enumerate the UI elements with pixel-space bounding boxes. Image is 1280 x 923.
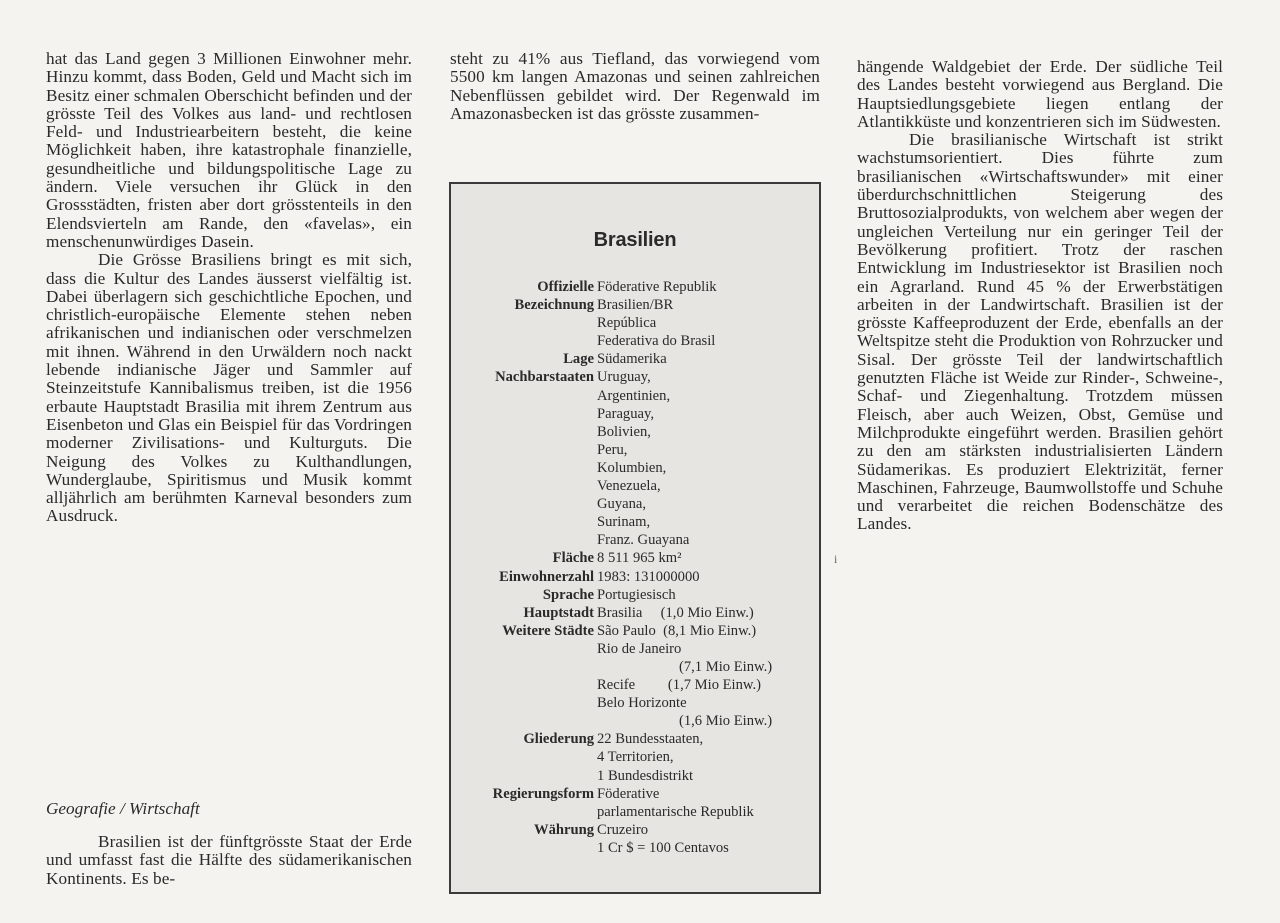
fact-value-line: 1 Bundesdistrikt bbox=[597, 767, 694, 784]
fact-value-line: Argentinien, bbox=[597, 387, 671, 404]
fact-row bbox=[451, 821, 819, 857]
margin-mark: i bbox=[834, 552, 838, 566]
fact-value-line: Brasilien/BR bbox=[597, 297, 674, 314]
fact-row bbox=[451, 568, 819, 586]
fact-values bbox=[597, 730, 819, 784]
fact-value-line: Kolumbien, bbox=[597, 459, 667, 476]
paragraph: Die Grösse Brasiliens bringt es mit sich, dass die Kultur des Landes äusserst vielfältig ist. Dabei überlagern sich geschichtliche Epochen, und christlich-europäische Elemente stehen neben afrikanischen und indianischen oder verschmelzen mit ihnen. Während in den Urwäldern noch nackt lebende indianische Jäger und Sammler auf Steinzeitstufe Kannibalismus treiben, ist die 1956 erbaute Hauptstadt Brasilia mit ihrem Zentrum aus Eisenbeton und Glas ein Beispiel für das Vordringen moderner Zivilisations- und Kulturguts. Die Neigung des Volkes zu Kulthandlungen, Wunderglaube, Spiritismus und Musik kommt alljährlich am berühmten Karneval besonders zum Ausdruck. bbox=[46, 250, 412, 526]
fact-label-line: Gliederung bbox=[523, 731, 594, 748]
fact-values bbox=[597, 785, 819, 821]
paragraph: Die brasilianische Wirtschaft ist strikt wachstumsorientiert. Dies führte zum brasilianischen «Wirtschaftswunder» mit einer überdurchschnittlichen Steigerung des Bruttosozialprodukts, von welchem aber wegen der ungleichen Verteilung nur ein geringer Teil der Bevölkerung profitiert. Trotz der raschen Entwicklung im Industriesektor ist Brasilien noch ein Agrarland. Rund 45 % der Erwerbstätigen arbeiten in der Landwirtschaft. Brasilien ist der grösste Kaffeeproduzent der Erde, ebenfalls an der Weltspitze steht die Produktion von Rohrzucker und Sisal. Der grösste Teil der landwirtschaftlich genutzten Fläche ist Weide zur Rinder-, Schweine-, Schaf- und Ziegenhaltung. Trotzdem müssen Fleisch, aber auch Weizen, Obst, Gemüse und Milchprodukte eingeführt werden. Brasilien gehört zu den am stärksten industrialisierten Ländern Südamerikas. Es produziert Elektrizität, ferner Maschinen, Fahrzeuge, Baumwollstoffe und Schuhe und verarbeitet die reichen Bodenschätze des Landes. bbox=[857, 130, 1223, 534]
fact-values bbox=[597, 586, 819, 604]
fact-values bbox=[597, 622, 819, 731]
fact-row bbox=[451, 278, 819, 350]
fact-values bbox=[597, 368, 819, 549]
fact-values bbox=[597, 568, 819, 586]
fact-row bbox=[451, 586, 819, 604]
fact-row bbox=[451, 730, 819, 784]
right-column bbox=[857, 58, 1223, 534]
fact-value-line: Recife (1,7 Mio Einw.) bbox=[597, 677, 762, 694]
fact-value-line: 4 Territorien, bbox=[597, 749, 674, 766]
fact-label-line: Nachbarstaaten bbox=[495, 369, 594, 386]
fact-label-line: Lage bbox=[563, 351, 594, 368]
fact-value-line: Guyana, bbox=[597, 496, 647, 513]
fact-row bbox=[451, 350, 819, 368]
fact-label-line: Einwohnerzahl bbox=[499, 568, 594, 585]
fact-label-line: Offizielle bbox=[537, 279, 594, 295]
fact-value-line: (7,1 Mio Einw.) bbox=[679, 658, 773, 675]
facts-table bbox=[451, 278, 819, 857]
fact-label bbox=[451, 368, 597, 549]
fact-row bbox=[451, 785, 819, 821]
factbox-title: Brasilien bbox=[593, 229, 677, 251]
fact-value-line: Südamerika bbox=[597, 351, 667, 368]
fact-value-line: Surinam, bbox=[597, 514, 651, 531]
fact-value-line: Bolivien, bbox=[597, 423, 651, 440]
fact-values bbox=[597, 549, 819, 567]
middle-column bbox=[450, 50, 820, 123]
fact-values bbox=[597, 278, 819, 350]
fact-value-line: 8 511 965 km² bbox=[597, 550, 682, 567]
fact-value-line: parlamentarische Republik bbox=[597, 803, 754, 820]
fact-value-line: 22 Bundesstaaten, bbox=[597, 731, 704, 748]
fact-label bbox=[451, 278, 597, 350]
country-factbox bbox=[449, 182, 821, 894]
fact-row bbox=[451, 604, 819, 622]
fact-label bbox=[451, 549, 597, 567]
fact-label-line: Bezeichnung bbox=[514, 297, 594, 314]
fact-label-line: Sprache bbox=[542, 586, 594, 603]
fact-label bbox=[451, 568, 597, 586]
fact-values bbox=[597, 350, 819, 368]
fact-label-line: Weitere Städte bbox=[502, 622, 594, 639]
fact-value-line: República bbox=[597, 315, 657, 332]
fact-values bbox=[597, 821, 819, 857]
fact-label bbox=[451, 785, 597, 821]
fact-value-line: (1,6 Mio Einw.) bbox=[679, 713, 773, 730]
paragraph: hat das Land gegen 3 Millionen Einwohner mehr. Hinzu kommt, dass Boden, Geld und Macht sich im Besitz einer schmalen Oberschicht befinden und der grösste Teil des Volkes aus land- und rechtlosen Feld- und Industriearbeitern besteht, die keine Möglichkeit haben, ihre katastrophale finanzielle, gesundheitliche und bildungspolitische Lage zu ändern. Viele versuchen ihr Glück in den Grossstädten, fristen aber dort grösstenteils in den Elendsvierteln am Rande, den «favelas», ein menschenunwürdiges Dasein. bbox=[46, 49, 412, 251]
fact-row bbox=[451, 549, 819, 567]
fact-value-line: São Paulo (8,1 Mio Einw.) bbox=[597, 622, 757, 639]
paragraph: Brasilien ist der fünftgrösste Staat der Erde und umfasst fast die Hälfte des südamerikanischen Kontinents. Es be- bbox=[46, 832, 412, 888]
fact-value-line: 1 Cr $ = 100 Centavos bbox=[597, 839, 729, 856]
section-heading: Geografie / Wirtschaft bbox=[46, 799, 200, 818]
fact-label-line: Währung bbox=[533, 821, 594, 838]
fact-value-line: 1983: 131000000 bbox=[597, 568, 700, 585]
fact-label-line: Hauptstadt bbox=[523, 604, 594, 621]
fact-label-line: Regierungsform bbox=[492, 785, 594, 802]
paragraph: steht zu 41% aus Tiefland, das vorwiegend vom 5500 km langen Amazonas und seinen zahlreichen Nebenflüssen gebildet wird. Der Regenwald im Amazonasbecken ist das grösste zusammen- bbox=[450, 49, 820, 123]
fact-value-line: Cruzeiro bbox=[597, 821, 649, 838]
fact-value-line: Paraguay, bbox=[597, 405, 654, 422]
fact-label bbox=[451, 730, 597, 784]
fact-value-line: Federativa do Brasil bbox=[597, 333, 716, 350]
fact-value-line: Belo Horizonte bbox=[597, 695, 687, 712]
fact-value-line: Föderative bbox=[597, 785, 660, 802]
fact-row bbox=[451, 622, 819, 731]
fact-label bbox=[451, 350, 597, 368]
fact-values bbox=[597, 604, 819, 622]
fact-label bbox=[451, 604, 597, 622]
left-column-continued bbox=[46, 833, 412, 888]
paragraph: hängende Waldgebiet der Erde. Der südliche Teil des Landes besteht vorwiegend aus Bergland. Die Hauptsiedlungsgebiete liegen entlang der Atlantikküste und konzentrieren sich im Südwesten. bbox=[857, 57, 1223, 131]
fact-value-line: Brasilia (1,0 Mio Einw.) bbox=[597, 604, 754, 621]
fact-value-line: Franz. Guayana bbox=[597, 532, 690, 549]
fact-value-line: Venezuela, bbox=[597, 478, 661, 495]
fact-value-line: Rio de Janeiro bbox=[597, 640, 682, 657]
fact-value-line: Uruguay, bbox=[597, 369, 651, 386]
fact-value-line: Peru, bbox=[597, 441, 628, 458]
fact-label bbox=[451, 586, 597, 604]
fact-row bbox=[451, 368, 819, 549]
fact-label bbox=[451, 622, 597, 731]
fact-value-line: Portugiesisch bbox=[597, 586, 676, 603]
left-column bbox=[46, 50, 412, 526]
fact-label-line: Fläche bbox=[552, 550, 594, 567]
fact-value-line: Föderative Republik bbox=[597, 279, 717, 295]
fact-label bbox=[451, 821, 597, 857]
